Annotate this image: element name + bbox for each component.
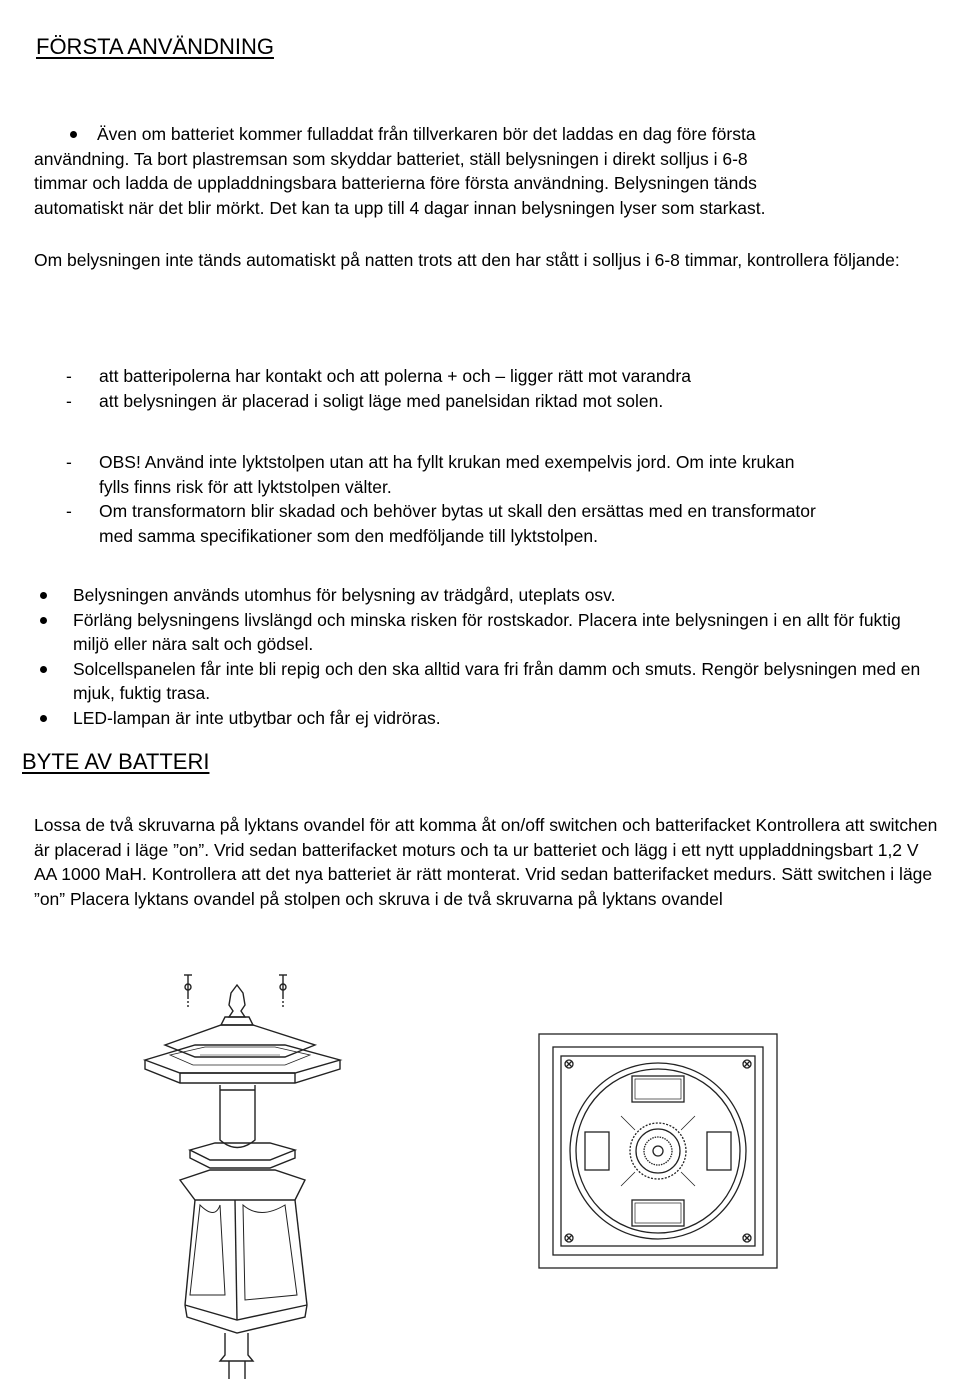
bullet-icon <box>40 592 47 599</box>
intro-first-line: Även om batteriet kommer fulladdat från tillverkaren bör det laddas en <box>97 124 638 144</box>
list-item: Solcellspanelen får inte bli repig och den ska alltid vara fri från damm och smuts. Rengör belysningen med en mjuk, fuktig trasa. <box>36 657 926 706</box>
list-item: Belysningen används utomhus för belysning av trädgård, uteplats osv. <box>36 583 926 608</box>
screw-icon <box>184 975 192 1009</box>
list-item: - att belysningen är placerad i soligt läge med panelsidan riktad mot solen. <box>66 390 664 411</box>
intro-rest: dag före första användning. Ta bort plastremsan som skyddar batteriet, ställ belysningen i direkt solljus i 6-8 timmar och ladda de uppladdningsbara batterierna före första användning. Belysningen tänds automatiskt när det blir mörkt. Det kan ta upp till 4 dagar innan belysningen lyser som starkast. <box>34 124 766 218</box>
section-title-first-use: FÖRSTA ANVÄNDNING <box>36 34 274 59</box>
lamp-exploded-illustration <box>125 965 380 1379</box>
list-item: Förläng belysningens livslängd och minska risken för rostskador. Placera inte belysningen i en allt för fuktig miljö eller nära salt och gödsel. <box>36 608 926 657</box>
list-item: - Om transformatorn blir skadad och behöver bytas ut skall den ersättas med en transformator med samma specifikationer som den medföljande till lyktstolpen. <box>66 501 816 546</box>
list-item: - att batteripolerna har kontakt och att polerna + och – ligger rätt mot varandra <box>66 366 691 386</box>
bullet-icon <box>40 617 47 624</box>
list-item: LED-lampan är inte utbytbar och får ej vidröras. <box>36 706 926 731</box>
screw-icon <box>279 975 287 1009</box>
bullet-icon <box>70 131 77 138</box>
info-bullet-list <box>36 583 926 730</box>
check-list <box>66 364 926 413</box>
screw-icon <box>743 1060 751 1068</box>
list-item: - OBS! Använd inte lyktstolpen utan att ha fyllt krukan med exempelvis jord. Om inte krukan fylls finns risk för att lyktstolpen välter. <box>66 452 795 497</box>
intro-check-paragraph: Om belysningen inte tänds automatiskt på natten trots att den har stått i solljus i 6-8 timmar, kontrollera följande: <box>34 250 900 270</box>
battery-paragraph: Lossa de två skruvarna på lyktans ovandel för att komma åt on/off switchen och batterifacket Kontrollera att switchen är placerad i läge ”on”. Vrid sedan batterifacket moturs och ta ur batteriet och lägg i ett nytt uppladdningsbart 1,2 V AA 1000 MaH. Kontrollera att det nya batteriet är rätt monterat. Vrid sedan batterifacket medurs. Sätt switchen i läge ”on” Placera lyktans ovandel på stolpen och skruva i de två skruvarna på lyktans ovandel <box>34 815 938 909</box>
notes-list <box>66 450 826 548</box>
bullet-icon <box>40 666 47 673</box>
bullet-icon <box>40 715 47 722</box>
section-title-battery: BYTE AV BATTERI <box>22 749 210 774</box>
battery-compartment-illustration <box>537 1032 779 1270</box>
screw-icon <box>565 1234 573 1242</box>
intro-paragraph <box>34 122 794 220</box>
screw-icon <box>743 1234 751 1242</box>
screw-icon <box>565 1060 573 1068</box>
